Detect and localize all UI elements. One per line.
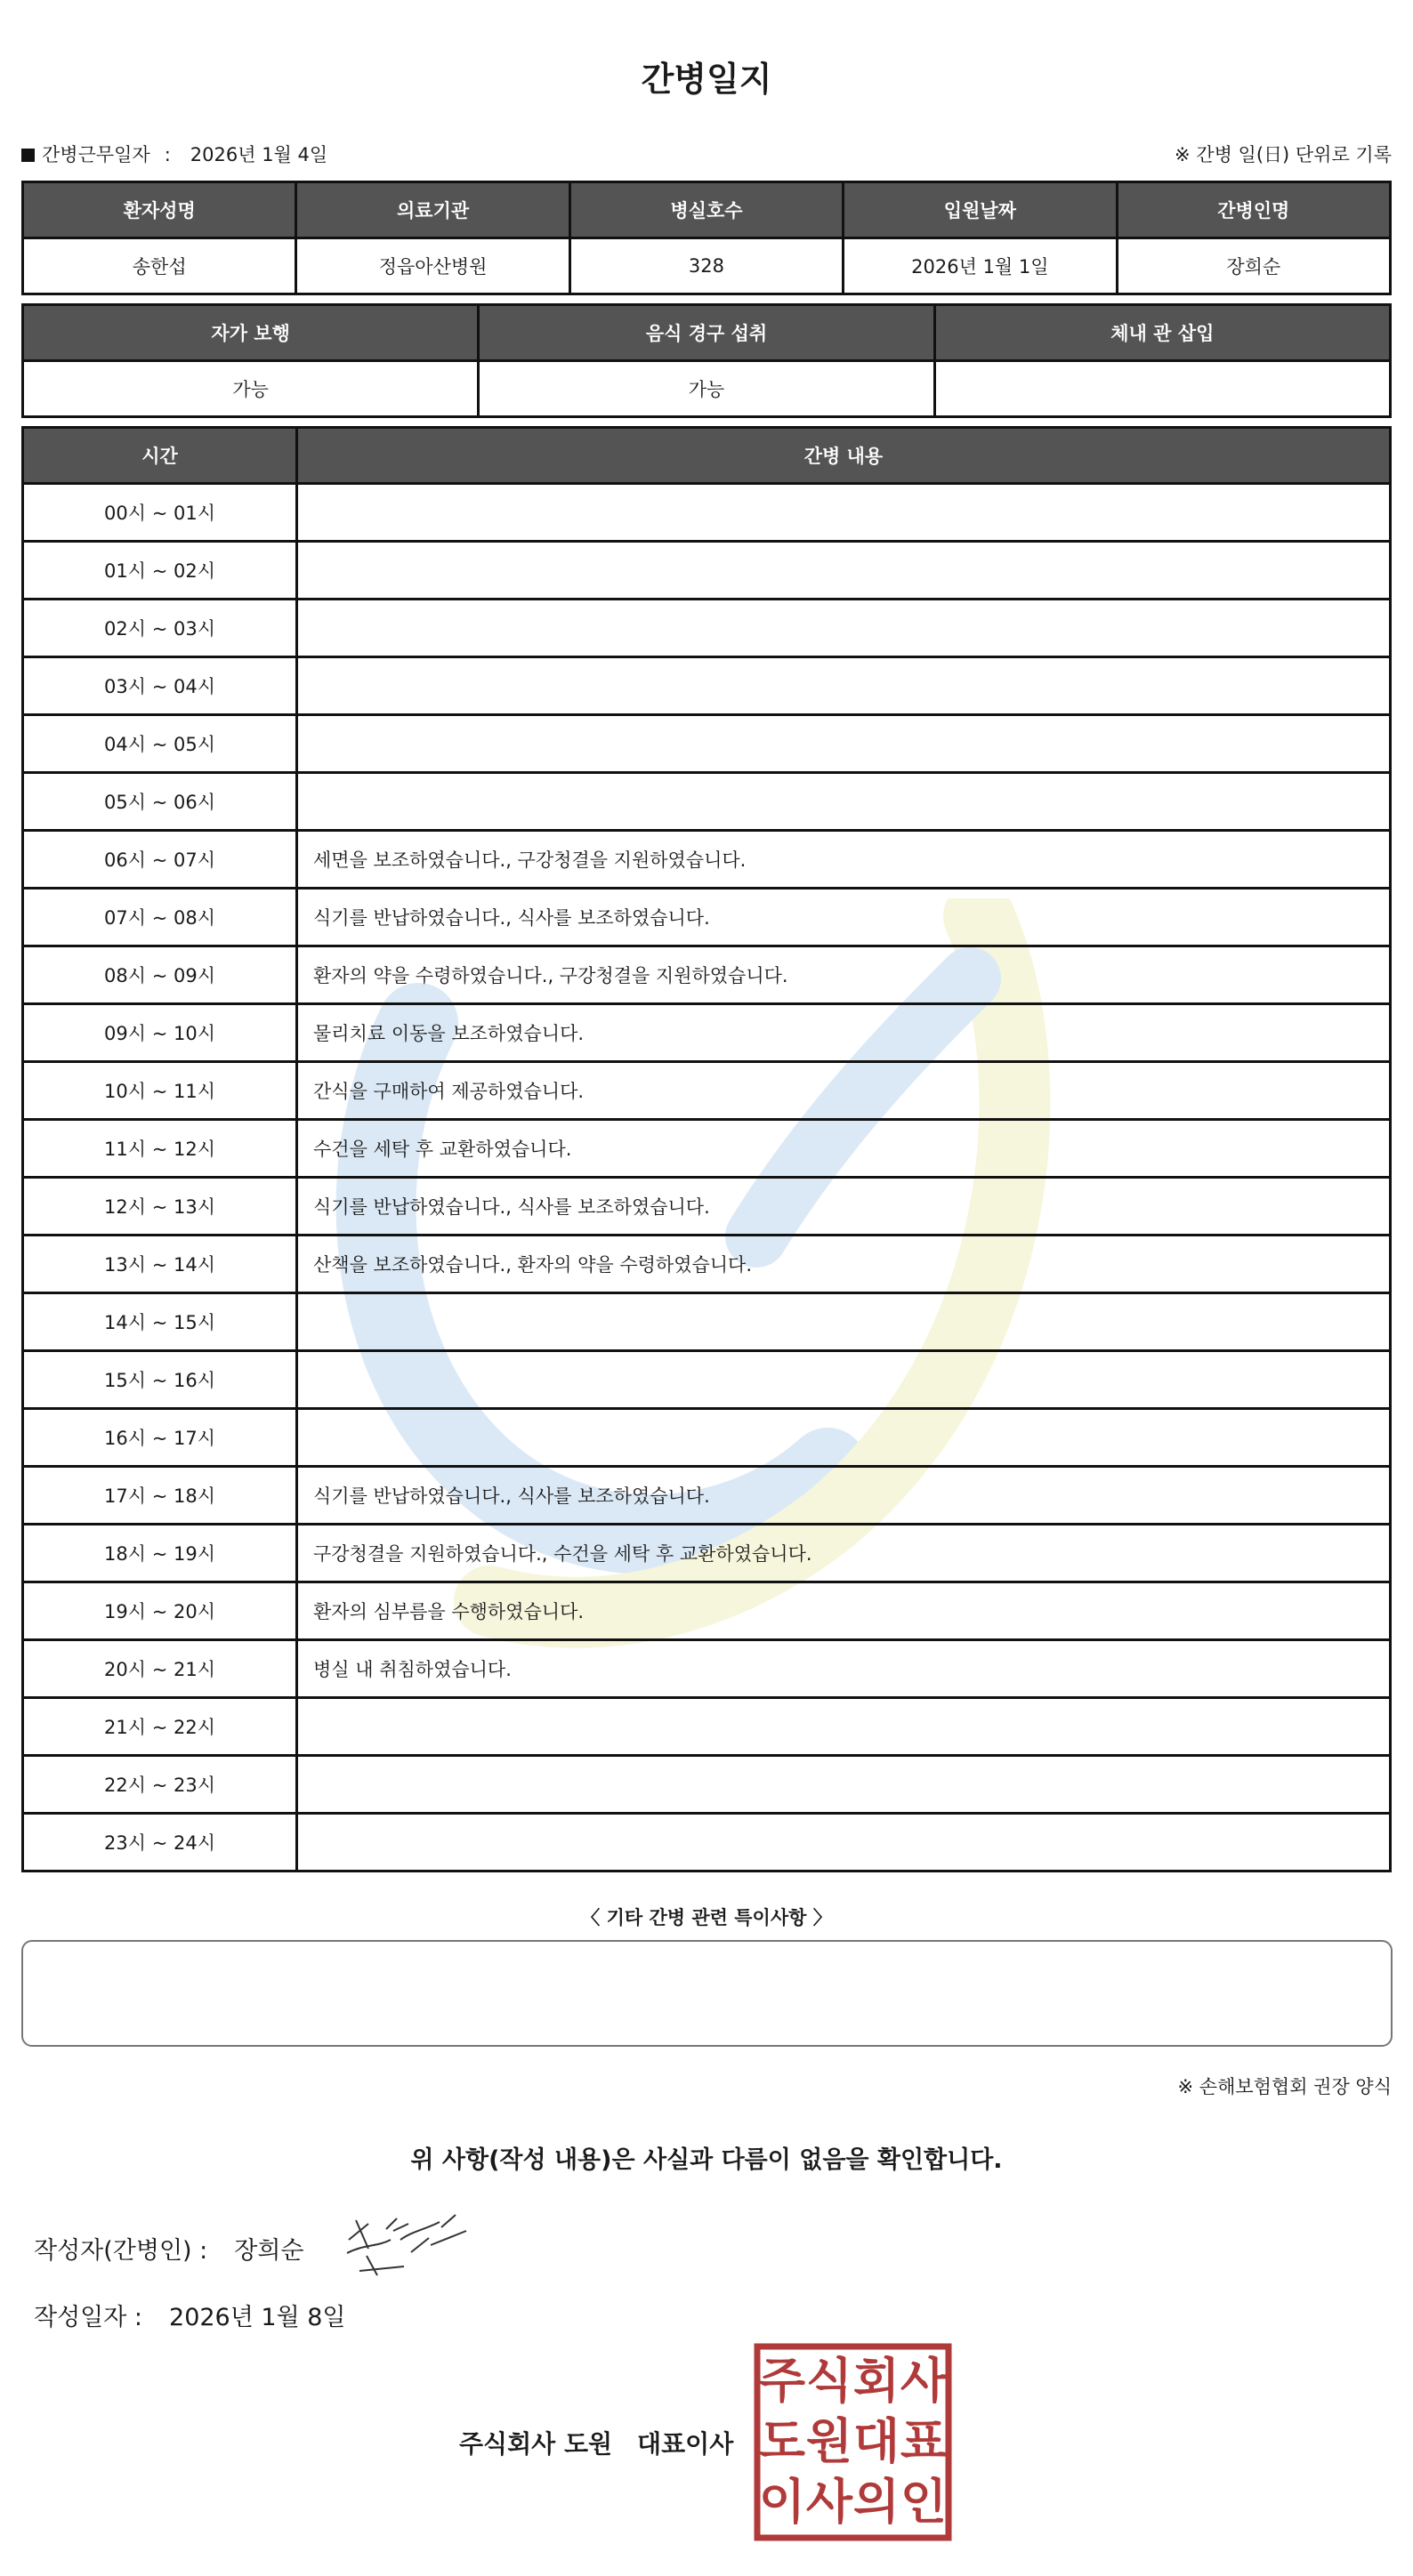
header-patient-name: 환자성명 [23,182,296,238]
log-row [23,1525,1391,1582]
log-time-cell: 11시 ~ 12시 [23,1120,297,1178]
header-hospital: 의료기관 [296,182,569,238]
header-room-number: 병실호수 [569,182,843,238]
log-row [23,1814,1391,1872]
log-time-cell: 08시 ~ 09시 [23,946,297,1004]
caregiver-name: 장희순 [1117,238,1390,294]
log-content-cell [297,542,1391,600]
header-self-walking: 자가 보행 [23,305,479,361]
log-content-cell: 식기를 반납하였습니다., 식사를 보조하였습니다. [297,1178,1391,1236]
header-tube-insertion: 체내 관 삽입 [934,305,1390,361]
log-content-cell [297,1293,1391,1351]
company-signature-line [459,2425,733,2460]
log-row [23,1120,1391,1178]
log-row [23,1178,1391,1236]
hospital-name: 정읍아산병원 [296,238,569,294]
company-name: 주식회사 도원 [459,2429,613,2459]
tube-insertion-value [934,361,1390,417]
log-row [23,1062,1391,1120]
remarks-title: 〈 기타 간병 관련 특이사항 〉 [581,1907,832,1928]
seal-character: 원 [805,2413,853,2469]
log-content-cell: 세면을 보조하였습니다., 구강청결을 지원하였습니다. [297,831,1391,889]
log-content-cell: 식기를 반납하였습니다., 식사를 보조하였습니다. [297,1467,1391,1525]
log-content-cell: 병실 내 취침하였습니다. [297,1640,1391,1698]
log-row [23,831,1391,889]
log-row [23,1293,1391,1351]
log-content-cell [297,1814,1391,1872]
log-row [23,1698,1391,1756]
log-content-cell [297,1698,1391,1756]
self-walking-value: 가능 [23,361,479,417]
log-content-cell [297,715,1391,773]
log-content-cell [297,600,1391,657]
written-date-value: 2026년 1월 8일 [169,2304,346,2331]
log-row [23,1756,1391,1814]
record-unit-note: ※ 간병 일(日) 단위로 기록 [1175,144,1392,165]
log-row [23,1236,1391,1293]
log-time-cell: 17시 ~ 18시 [23,1467,297,1525]
written-date-label: 작성일자 : [34,2304,143,2331]
patient-name: 송한섭 [23,238,296,294]
log-row [23,1351,1391,1409]
seal-character: 사 [805,2474,853,2530]
header-care-content: 간병 내용 [297,428,1391,484]
log-time-cell: 23시 ~ 24시 [23,1814,297,1872]
header-caregiver-name: 간병인명 [1117,182,1390,238]
log-row [23,484,1391,542]
form-source-note: ※ 손해보험협회 권장 양식 [1177,2076,1392,2097]
seal-character: 의 [852,2474,900,2530]
header-admission-date: 입원날짜 [844,182,1117,238]
room-number: 328 [569,238,843,294]
square-bullet-icon [21,149,35,162]
log-time-cell: 06시 ~ 07시 [23,831,297,889]
header-oral-intake: 음식 경구 섭취 [479,305,934,361]
log-content-cell: 물리치료 이동을 보조하였습니다. [297,1004,1391,1062]
writer-label: 작성자(간병인) : [34,2237,208,2265]
log-time-cell: 01시 ~ 02시 [23,542,297,600]
log-time-cell: 15시 ~ 16시 [23,1351,297,1409]
patient-info-table [21,181,1392,295]
log-row [23,889,1391,946]
log-time-cell: 21시 ~ 22시 [23,1698,297,1756]
seal-character: 식 [805,2353,853,2409]
log-content-cell [297,1351,1391,1409]
remarks-box [21,1940,1393,2047]
seal-character: 표 [900,2413,948,2469]
log-time-cell: 19시 ~ 20시 [23,1582,297,1640]
handwritten-signature [342,2204,475,2284]
log-time-cell: 22시 ~ 23시 [23,1756,297,1814]
log-content-cell: 구강청결을 지원하였습니다., 수건을 세탁 후 교환하였습니다. [297,1525,1391,1582]
log-time-cell: 14시 ~ 15시 [23,1293,297,1351]
log-time-cell: 04시 ~ 05시 [23,715,297,773]
log-row [23,600,1391,657]
work-date-value: 2026년 1월 4일 [190,144,328,165]
writer-line [34,2231,304,2266]
log-time-cell: 16시 ~ 17시 [23,1409,297,1467]
page-title: 간병일지 [641,60,772,99]
log-time-cell: 02시 ~ 03시 [23,600,297,657]
log-content-cell [297,1409,1391,1467]
log-content-cell: 환자의 심부름을 수행하였습니다. [297,1582,1391,1640]
log-content-cell [297,773,1391,831]
seal-character: 주 [758,2353,806,2409]
admission-date: 2026년 1월 1일 [844,238,1117,294]
log-content-cell: 환자의 약을 수령하였습니다., 구강청결을 지원하였습니다. [297,946,1391,1004]
work-date-line [21,141,327,167]
confirmation-statement: 위 사항(작성 내용)은 사실과 다름이 없음을 확인합니다. [410,2146,1003,2174]
seal-character: 사 [900,2353,948,2409]
log-time-cell: 00시 ~ 01시 [23,484,297,542]
written-date-line [34,2298,346,2332]
company-seal [753,2342,953,2542]
log-content-cell [297,484,1391,542]
seal-character: 대 [852,2413,900,2469]
log-content-cell [297,1756,1391,1814]
log-row [23,715,1391,773]
log-row [23,1582,1391,1640]
log-time-cell: 12시 ~ 13시 [23,1178,297,1236]
log-row [23,773,1391,831]
log-row [23,1004,1391,1062]
log-content-cell: 식기를 반납하였습니다., 식사를 보조하였습니다. [297,889,1391,946]
work-date-colon: : [164,144,171,165]
log-time-cell: 09시 ~ 10시 [23,1004,297,1062]
patient-status-table [21,303,1392,418]
log-content-cell [297,657,1391,715]
log-content-cell: 산책을 보조하였습니다., 환자의 약을 수령하였습니다. [297,1236,1391,1293]
log-row [23,946,1391,1004]
care-log-table [21,426,1392,1872]
writer-name: 장희순 [234,2237,304,2265]
log-content-cell: 간식을 구매하여 제공하였습니다. [297,1062,1391,1120]
representative-title: 대표이사 [637,2429,734,2459]
log-row [23,1467,1391,1525]
seal-character: 도 [758,2413,806,2469]
log-row [23,542,1391,600]
seal-character: 이 [758,2474,806,2530]
log-time-cell: 03시 ~ 04시 [23,657,297,715]
header-time: 시간 [23,428,297,484]
log-row [23,1409,1391,1467]
work-date-label: 간병근무일자 [42,144,150,165]
log-row [23,657,1391,715]
seal-character: 인 [900,2474,948,2530]
log-time-cell: 20시 ~ 21시 [23,1640,297,1698]
log-time-cell: 18시 ~ 19시 [23,1525,297,1582]
oral-intake-value: 가능 [479,361,934,417]
log-row [23,1640,1391,1698]
seal-character: 회 [852,2353,900,2409]
log-time-cell: 05시 ~ 06시 [23,773,297,831]
log-time-cell: 10시 ~ 11시 [23,1062,297,1120]
log-content-cell: 수건을 세탁 후 교환하였습니다. [297,1120,1391,1178]
log-time-cell: 13시 ~ 14시 [23,1236,297,1293]
log-time-cell: 07시 ~ 08시 [23,889,297,946]
